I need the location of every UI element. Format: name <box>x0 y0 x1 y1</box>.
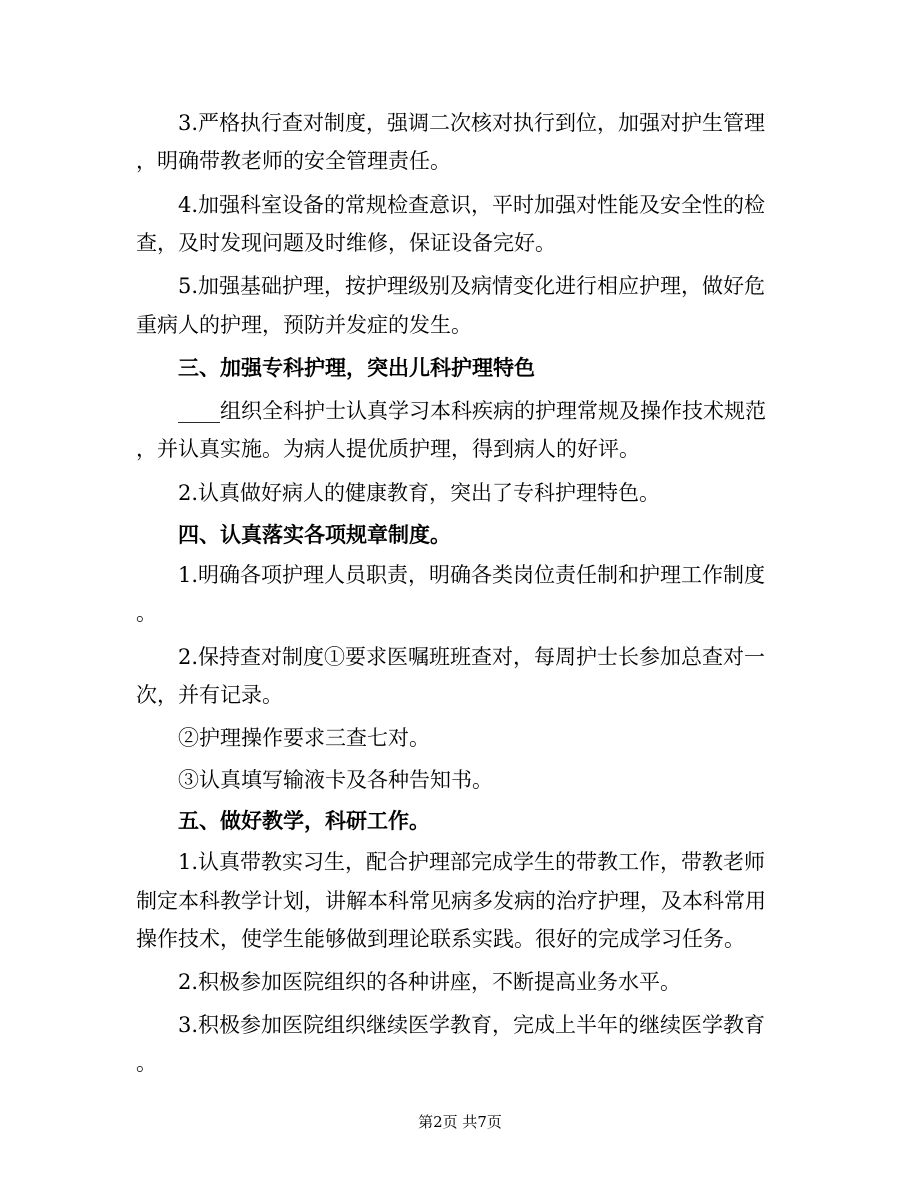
paragraph-line: 2.认真做好病人的健康教育，突出了专科护理特色。 <box>178 481 661 505</box>
paragraph-line: 3.严格执行查对制度，强调二次核对执行到位，加强对护生管理 <box>178 111 766 135</box>
paragraph-line: 1.明确各项护理人员职责，明确各类岗位责任制和护理工作制度 <box>178 563 766 587</box>
paragraph-line: 5.加强基础护理，按护理级别及病情变化进行相应护理，做好危 <box>178 274 766 298</box>
paragraph-line: ，明确带教老师的安全管理责任。 <box>136 149 451 173</box>
section-heading: 五、做好教学，科研工作。 <box>178 808 430 833</box>
paragraph-line: 。 <box>136 1051 157 1075</box>
paragraph-line: ，并认真实施。为病人提优质护理，得到病人的好评。 <box>136 437 640 461</box>
paragraph-line: 2.保持查对制度①要求医嘱班班查对，每周护士长参加总查对一 <box>178 645 766 669</box>
section-heading: 四、认真落实各项规章制度。 <box>178 522 451 547</box>
paragraph-line: ____组织全科护士认真学习本科疾病的护理常规及操作技术规范 <box>178 399 766 423</box>
page-number-footer: 第2页 共7页 <box>418 1113 502 1131</box>
paragraph-line: 重病人的护理，预防并发症的发生。 <box>136 313 472 337</box>
paragraph-line: 操作技术，使学生能够做到理论联系实践。很好的完成学习任务。 <box>136 927 745 951</box>
paragraph-line: 制定本科教学计划，讲解本科常见病多发病的治疗护理，及本科常用 <box>136 889 766 913</box>
paragraph-line: 。 <box>136 601 157 625</box>
paragraph-line: ③认真填写输液卡及各种告知书。 <box>178 768 493 792</box>
paragraph-line: ②护理操作要求三查七对。 <box>178 726 430 750</box>
paragraph-line: 1.认真带教实习生，配合护理部完成学生的带教工作，带教老师 <box>178 850 766 874</box>
section-heading: 三、加强专科护理，突出儿科护理特色 <box>178 355 535 380</box>
paragraph-line: 3.积极参加医院组织继续医学教育，完成上半年的继续医学教育 <box>178 1013 766 1037</box>
paragraph-line: 2.积极参加医院组织的各种讲座，不断提高业务水平。 <box>178 970 682 994</box>
paragraph-line: 4.加强科室设备的常规检查意识，平时加强对性能及安全性的检 <box>178 193 766 217</box>
paragraph-line: 次，并有记录。 <box>136 683 283 707</box>
paragraph-line: 查，及时发现问题及时维修，保证设备完好。 <box>136 231 556 255</box>
